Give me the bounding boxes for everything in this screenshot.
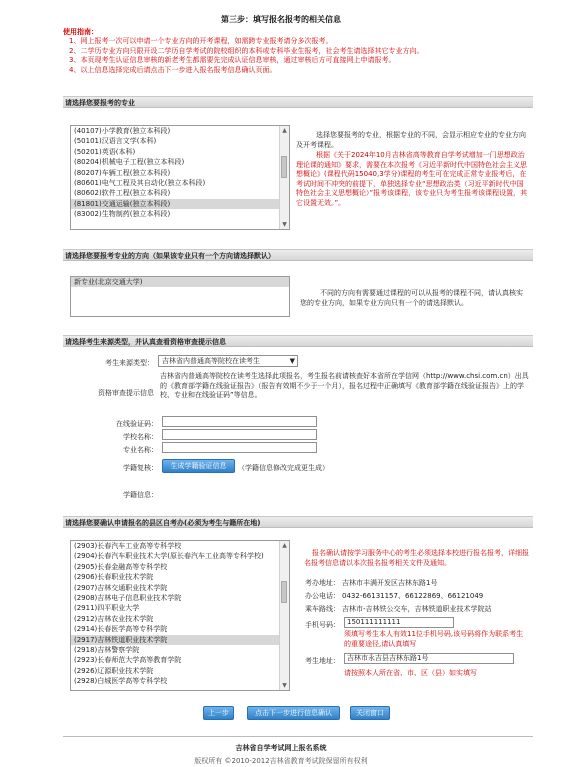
major-name-label: 专业名称： xyxy=(123,446,158,454)
section-direction-header: 请选择您要报考专业的方向（如果该专业只有一个方向请选择默认） xyxy=(63,249,533,261)
region-option[interactable]: (2918)吉林警察学院 xyxy=(74,645,140,654)
footer-divider xyxy=(63,736,533,737)
source-type-value: 吉林省内普通高等院校在读考生 xyxy=(162,357,260,365)
phone-hint: 须填写考生本人有效11位手机号码,该号码将作为联系考生的重要途径,请认真填写 xyxy=(344,630,524,648)
source-type-select[interactable] xyxy=(158,355,298,367)
next-step-button[interactable]: 点击下一步进行信息确认 xyxy=(247,706,340,720)
major-option[interactable]: (80601)电气工程及其自动化(独立本科段) xyxy=(74,178,206,187)
school-name-input[interactable] xyxy=(162,429,317,440)
major-option[interactable]: (80204)机械电子工程(独立本科段) xyxy=(74,158,185,167)
qualification-label: 资格审查提示信息 xyxy=(98,389,154,397)
scroll-down-icon[interactable]: ▼ xyxy=(282,221,287,228)
phone-input[interactable]: 150111111111 xyxy=(344,617,454,628)
scroll-thumb[interactable] xyxy=(281,581,287,603)
chevron-down-icon: ▼ xyxy=(289,357,295,365)
note-item: 1、网上报考一次可以申请一个专业方向的开考课程，如需跨专业报考请分多次报考。 xyxy=(69,37,333,46)
phone-label: 手机号码： xyxy=(305,621,340,629)
region-option[interactable]: (2908)吉林电子信息职业技术学院 xyxy=(74,593,182,602)
notes-head: 使用指南： xyxy=(63,28,98,36)
region-option[interactable]: (2911)四平职业大学 xyxy=(74,604,140,613)
region-option[interactable]: (2906)长春职业技术学院 xyxy=(74,573,154,582)
scroll-down-icon[interactable]: ▼ xyxy=(282,682,287,689)
prev-step-button[interactable]: 上一步 xyxy=(203,706,234,720)
bus-route-label: 乘车路线： xyxy=(305,605,340,613)
verify-code-label: 在线验证码： xyxy=(116,420,158,428)
status-info-label: 学籍信息： xyxy=(123,491,158,499)
home-address-input[interactable]: 吉林市永吉县吉林东路1号 xyxy=(344,653,514,664)
generate-verify-button[interactable]: 生成学籍验证信息 xyxy=(162,459,235,473)
major-name-input[interactable] xyxy=(162,442,317,453)
home-address-hint: 请按照本人所在省、市、区（县）如实填写 xyxy=(344,669,477,677)
scroll-up-icon[interactable]: ▲ xyxy=(282,542,287,549)
major-option[interactable]: (40107)小学教育(独立本科段) xyxy=(74,127,171,135)
note-item: 2、二学历专业方向只限开设二学历自学考试的院校组织的本科或专科毕业生报考，社会考生请选择其它专业方向。 xyxy=(69,46,424,55)
bus-route: 吉林市-吉林铁公交车，吉林铁道职业技术学院站 xyxy=(342,605,492,613)
qualification-text: 吉林省内普通高等院校在读考生选择此项报名，考生报名前请核查好本省所在学信网（http://www.chsi.com.cn）出具的《教育部学籍在线验证报告》（报告有效期不少于一个月），报名过程中正确填写《教育部学籍在线验证报告》上的学校、专业和在线验证码”等信息。 xyxy=(160,372,529,400)
major-listbox[interactable] xyxy=(70,125,290,230)
major-notice: 根据《关于2024年10月吉林省高等教育自学考试增加一门思想政治理论课的通知》要求，需要在本次报考《习近平新时代中国特色社会主义思想概论》(课程代码15040,3学分)课程的考生可在完成正常专业报考后，在考试时间不冲突的前提下，单独选择专业“思想政治类（习近平新时代中国特色社会主义思想概论）”报考该课程，该专业只为考生报考该课程设置，其它设置无效。”。 xyxy=(296,151,528,207)
section-region-header: 请选择您要确认申请报名的县区自考办(必须为考生与籍所在地) xyxy=(63,516,533,528)
region-option[interactable]: (2923)长春师范大学高等教育学院 xyxy=(74,656,182,665)
source-type-label: 考生来源类型： xyxy=(105,359,154,367)
page-title: 第三步：填写报名报考的相关信息 xyxy=(221,15,341,24)
usage-notes xyxy=(63,28,533,75)
note-item: 4、以上信息选择完成后请点击下一步进入报名报考信息确认页面。 xyxy=(69,65,277,74)
school-name-label: 学校名称： xyxy=(123,433,158,441)
direction-option[interactable]: 新专业(北京交通大学) xyxy=(71,277,289,287)
section-student-header: 请选择考生来源类型，并认真查看资格审查提示信息 xyxy=(63,335,533,347)
verify-code-input[interactable] xyxy=(162,416,317,427)
direction-description: 不同的方向有需要通过课程的可以从报考的课程不同，请认真核实您的专业方向，如果专业方向只有一个的请选择默认。 xyxy=(300,289,523,307)
status-check-label: 学籍复核： xyxy=(123,464,158,472)
major-description: 选择您要报考的专业，根据专业的不同，会显示相应专业的专业方向及开考课程。 xyxy=(296,131,526,149)
close-window-button[interactable]: 关闭窗口 xyxy=(350,706,390,720)
major-option[interactable]: (81801)交通运输(独立本科段) xyxy=(71,199,289,209)
scroll-up-icon[interactable]: ▲ xyxy=(282,127,287,134)
region-option[interactable]: (2928)白城医学高等专科学校 xyxy=(74,677,168,686)
region-option[interactable]: (2917)吉林铁道职业技术学院 xyxy=(71,635,289,645)
note-item: 3、本页现考生认证信息审核的新老考生都需要先完成认证信息审核，通过审核后方可直接网上申请报考。 xyxy=(69,56,396,65)
major-option[interactable]: (50201)英语(本科) xyxy=(74,147,136,156)
major-scrollbar[interactable] xyxy=(279,126,289,229)
direction-listbox[interactable] xyxy=(70,276,290,317)
region-option[interactable]: (2914)长春医学高等专科学院 xyxy=(74,625,168,634)
region-option[interactable]: (2926)辽源职业技术学院 xyxy=(74,666,154,675)
footer-org: 吉林省自学考试网上报名系统 xyxy=(235,744,327,752)
major-option[interactable]: (83002)生物制药(独立本科段) xyxy=(74,210,171,219)
office-tel: 0432-66131157、66122869、66121049 xyxy=(342,592,484,600)
section-major-header: 请选择您要报考的专业 xyxy=(63,96,533,108)
region-option[interactable]: (2907)吉林交通职业技术学院 xyxy=(74,583,168,592)
office-address: 吉林市丰满开发区吉林东路1号 xyxy=(342,579,438,587)
office-tel-label: 办公电话： xyxy=(305,592,340,600)
region-option[interactable]: (2912)吉林农业技术学院 xyxy=(74,614,154,623)
office-address-label: 考办地址： xyxy=(305,579,340,587)
home-address-label: 考生地址： xyxy=(305,657,340,665)
region-option[interactable]: (2903)长春汽车工业高等专科学校 xyxy=(74,542,182,550)
footer-copyright: 版权所有 ©2010-2012吉林省教育考试院保留所有权利 xyxy=(194,757,368,765)
region-option[interactable]: (2905)长春金融高等专科学校 xyxy=(74,562,168,571)
major-option[interactable]: (80207)车辆工程(独立本科段) xyxy=(74,168,171,177)
major-option[interactable]: (50101)汉语言文学(本科) xyxy=(74,137,157,146)
region-option[interactable]: (2904)长春汽车职业技术大学(原长春汽车工业高等专科学校) xyxy=(74,552,264,561)
scroll-thumb[interactable] xyxy=(281,156,287,178)
status-check-hint: （学籍信息修改完成更生成） xyxy=(238,464,329,472)
region-listbox[interactable] xyxy=(70,540,290,691)
major-option[interactable]: (80602)软件工程(独立本科段) xyxy=(74,189,171,198)
region-warning: 报名确认请按学习服务中心的考生必须选择本校进行报名报考，详细报名报考信息请以本次报名报考相关文件及通知。 xyxy=(304,549,529,567)
region-scrollbar[interactable] xyxy=(279,541,289,690)
